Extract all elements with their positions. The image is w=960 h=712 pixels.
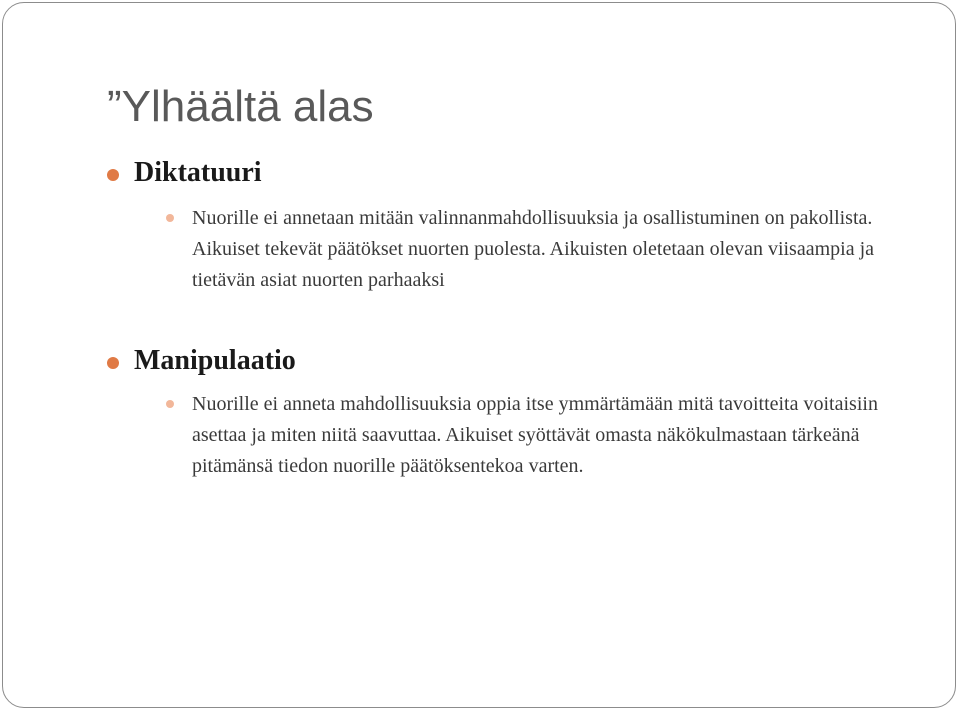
bullet-item-diktatuuri <box>107 155 892 191</box>
slide-title: ”Ylhäältä alas <box>107 82 374 131</box>
section-manipulaatio <box>107 343 892 482</box>
section-diktatuuri <box>107 155 892 296</box>
bullet-dot-icon <box>107 357 119 369</box>
slide-frame <box>2 2 956 708</box>
bullet-item-manipulaatio <box>107 343 892 379</box>
sub-bullet-text: Nuorille ei anneta mahdollisuuksia oppia itse ymmärtämään mitä tavoitteita voitaisiin asettaa ja miten niitä saavuttaa. Aikuiset syöttävät omasta näkökulmastaan tärkeänä pitämänsä tiedon nuorille päätöksentekoa varten. <box>192 393 878 477</box>
section-heading: Manipulaatio <box>134 345 296 376</box>
sub-bullet-dot-icon <box>166 400 174 408</box>
sub-bullet-dot-icon <box>166 214 174 222</box>
sub-bullet-text: Nuorille ei annetaan mitään valinnanmahdollisuuksia ja osallistuminen on pakollista. Aikuiset tekevät päätökset nuorten puolesta. Aikuisten oletetaan olevan viisaampia ja tietävän asiat nuorten parhaaksi <box>192 207 875 291</box>
sub-bullet-item <box>166 389 892 482</box>
sub-bullet-item <box>166 203 892 296</box>
bullet-dot-icon <box>107 169 119 181</box>
section-heading: Diktatuuri <box>134 157 262 188</box>
